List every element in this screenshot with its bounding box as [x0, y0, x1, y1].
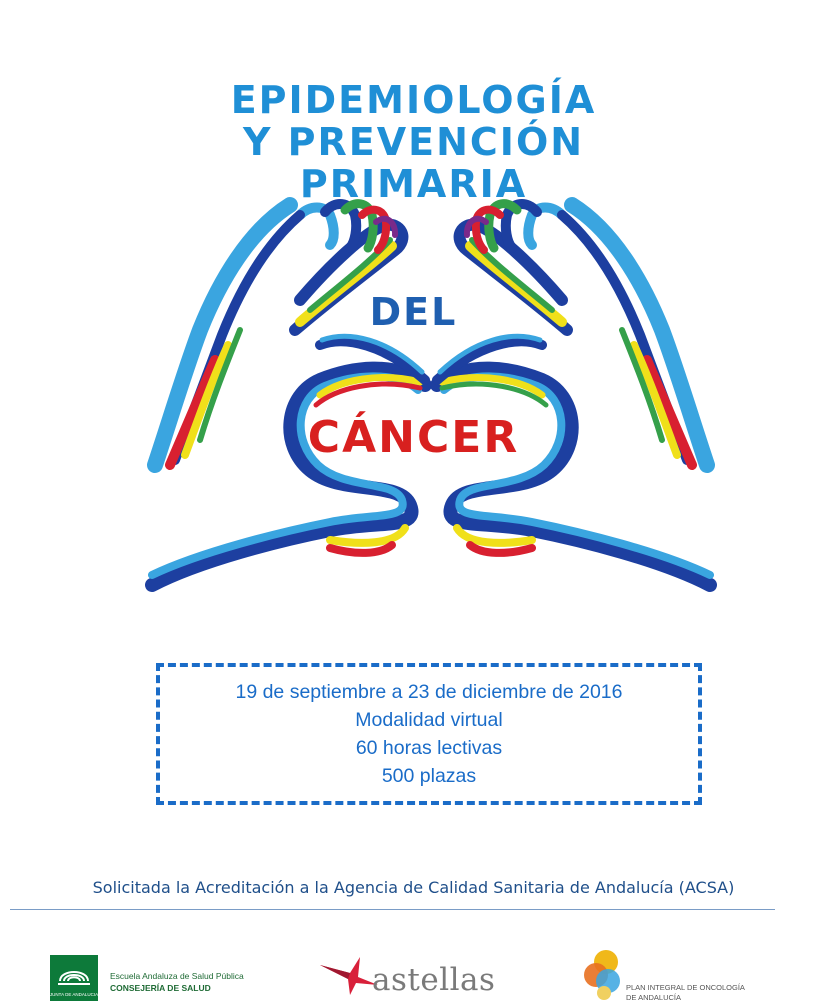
- right-hand-ribbons: [437, 204, 710, 585]
- onco-text-line1: PLAN INTEGRAL DE ONCOLOGÍA: [626, 983, 745, 992]
- title-line-5: CÁNCER: [307, 412, 520, 463]
- left-hand-ribbons: [152, 204, 425, 585]
- course-dates: 19 de septiembre a 23 de diciembre de 2016: [235, 681, 623, 703]
- course-modality: Modalidad virtual: [355, 709, 503, 731]
- divider: [10, 909, 775, 910]
- title-line-2: Y PREVENCIÓN: [242, 120, 585, 164]
- plan-oncologia-logo: [582, 949, 626, 1001]
- title-line-4: DEL: [369, 290, 458, 334]
- accreditation-note: Solicitada la Acreditación a la Agencia de Calidad Sanitaria de Andalucía (ACSA): [92, 878, 735, 897]
- junta-emblem-text: JUNTA DE ANDALUCIA: [50, 992, 98, 997]
- title-line-3: PRIMARIA: [299, 162, 528, 206]
- course-info-box: [156, 663, 702, 805]
- astellas-logo-text: astellas: [372, 962, 496, 998]
- junta-andalucia-logo: [50, 955, 98, 1001]
- title-line-1: EPIDEMIOLOGÍA: [230, 78, 597, 122]
- astellas-star-icon: [320, 955, 378, 995]
- junta-text-consejeria: CONSEJERÍA DE SALUD: [110, 983, 211, 993]
- junta-text-school: Escuela Andaluza de Salud Pública: [110, 971, 244, 981]
- course-hours: 60 horas lectivas: [355, 737, 503, 759]
- onco-text-line2: DE ANDALUCÍA: [626, 993, 682, 1002]
- course-places: 500 plazas: [381, 765, 477, 787]
